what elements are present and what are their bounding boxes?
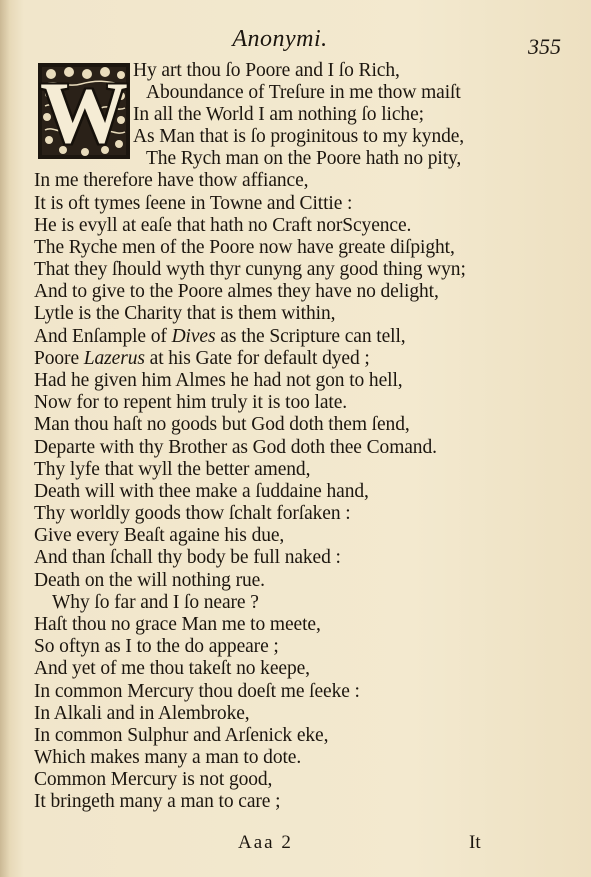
verse-line: And than ſchall thy body be full naked : [34,547,341,568]
decorated-initial [37,62,131,160]
verse-line: As Man that is ſo proginitous to my kynde, [133,126,465,147]
verse-line: In common Sulphur and Arſenick eke, [34,725,329,746]
verse-line: Aboundance of Treſure in me thow maiſt [146,82,461,103]
verse-line: Haſt thou no grace Man me to meete, [34,614,321,635]
verse-line: That they ſhould wyth thyr cunyng any good thing wyn; [34,259,466,280]
line-text: at his Gate for default dyed ; [144,348,370,369]
verse-line: Death on the will nothing rue. [34,570,265,591]
verse-line [34,326,406,348]
verse-line: Now for to repent him truly it is too late. [34,392,348,413]
verse-line: In Alkali and in Alembroke, [34,703,250,724]
verse-line: The Ryche men of the Poore now have greate diſpight, [34,237,455,258]
verse-line: Hy art thou ſo Poore and I ſo Rich, [133,60,400,81]
page-number: 355 [528,34,561,59]
verse-line: Common Mercury is not good, [34,769,273,790]
initial-letter: W [40,65,128,162]
verse-line: The Rych man on the Poore hath no pity, [146,148,462,169]
verse-line: It is oft tymes ſeene in Towne and Cittie : [34,193,353,214]
verse-line: Give every Beaſt againe his due, [34,525,285,546]
verse-line: Why ſo far and I ſo neare ? [52,592,259,613]
verse-line: Thy lyfe that wyll the better amend, [34,459,311,480]
verse-line: And to give to the Poore almes they have no delight, [34,281,439,302]
verse-line [34,348,370,370]
verse-line: In me therefore have thow affiance, [34,170,309,191]
verse-line: In common Mercury thou doeſt me ſeeke : [34,681,360,702]
verse-line: He is evyll at eaſe that hath no Craft norScyence. [34,215,412,236]
verse-line: Thy worldly goods thow ſchalt forſaken : [34,503,351,524]
verse-line: Man thou haſt no goods but God doth them ſend, [34,414,410,435]
verse-line: Departe with thy Brother as God doth thee Comand. [34,437,437,458]
verse-line: Which makes many a man to dote. [34,747,302,768]
italic-name: Dives [171,326,216,347]
italic-name: Lazerus [83,348,145,369]
verse-line: It bringeth many a man to care ; [34,791,281,812]
line-text: And Enſample of [34,326,172,347]
verse-line: And yet of me thou takeſt no keepe, [34,658,310,679]
verse-line: So oftyn as I to the do appeare ; [34,636,279,657]
catchword: It [469,832,481,853]
verse-line: Lytle is the Charity that is them within, [34,303,336,324]
running-title: Anonymi. [232,26,328,52]
verse-line: Had he given him Almes he had not gon to hell, [34,370,403,391]
line-text: as the Scripture can tell, [215,326,406,347]
verse-line: In all the World I am nothing ſo liche; [133,104,424,125]
signature-mark: Aaa 2 [238,832,293,853]
line-text: Poore [34,348,84,369]
verse-line: Death will with thee make a ſuddaine hand, [34,481,369,502]
